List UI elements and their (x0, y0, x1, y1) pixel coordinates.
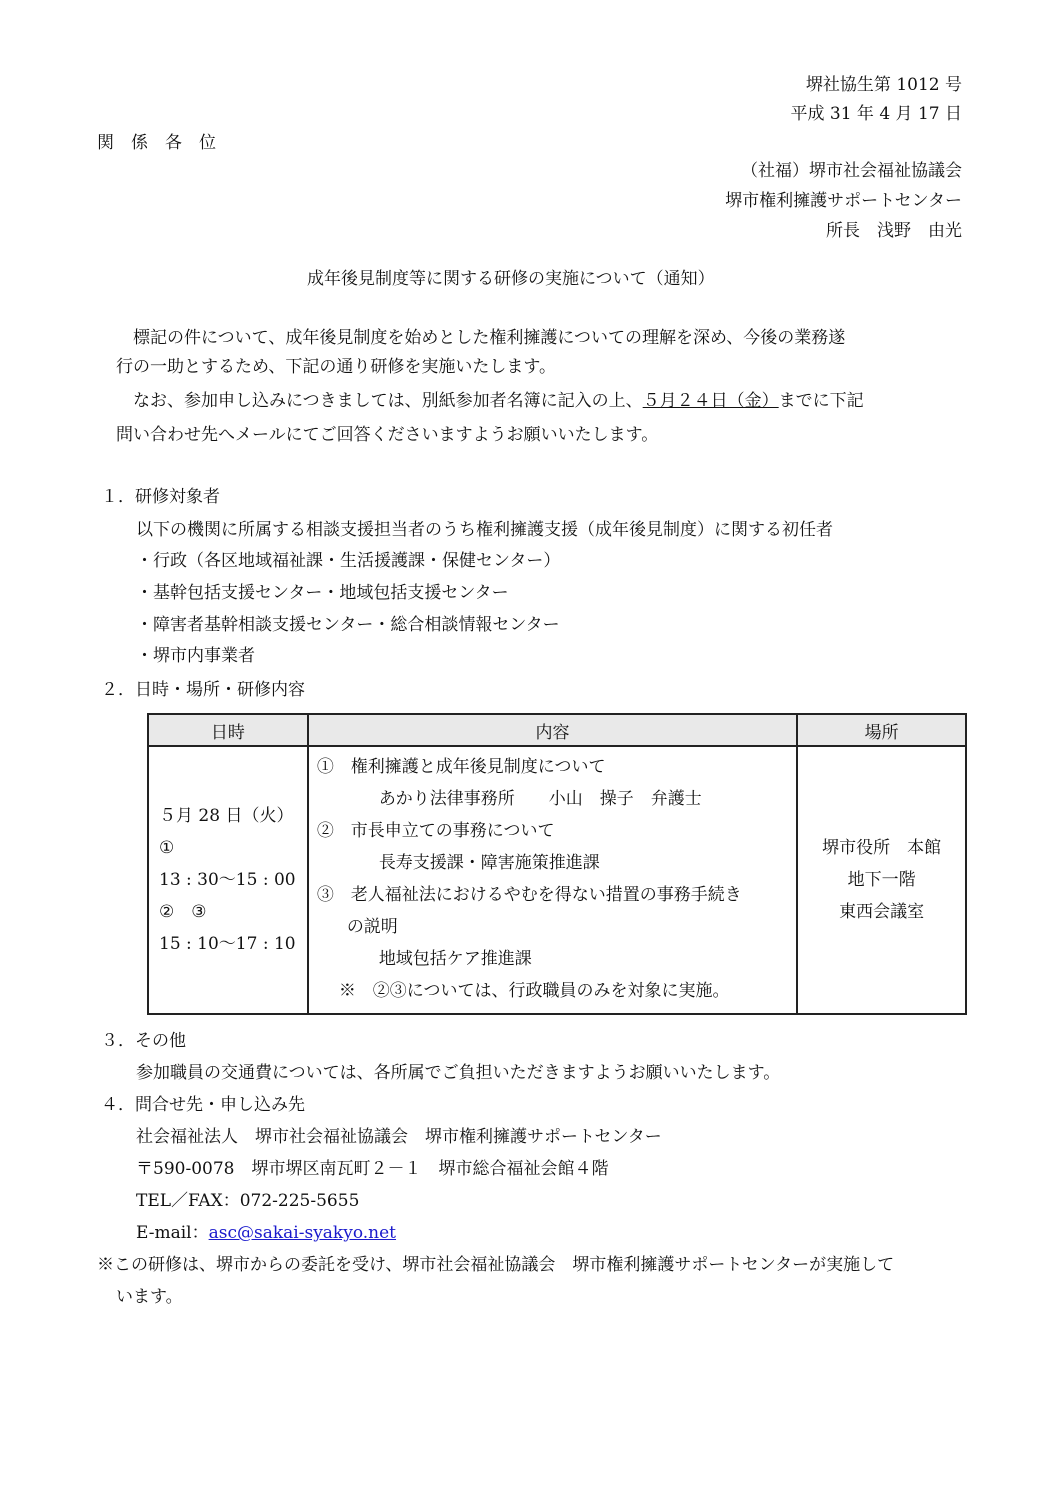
date-line: ① (159, 838, 175, 858)
place-line: 地下一階 (847, 870, 916, 890)
schedule-table (147, 713, 967, 1015)
content-line: ② 市長申立ての事務について (316, 821, 555, 841)
content-line: ③ 老人福祉法におけるやむを得ない措置の事務手続き (316, 885, 742, 905)
content-line: ① 権利擁護と成年後見制度について (316, 757, 606, 777)
document-number: 堺社協生第 1012 号 (805, 75, 962, 95)
email-label: E-mail： (136, 1223, 209, 1243)
content-cell (308, 746, 797, 1014)
content-line: あかり法律事務所 小山 操子 弁護士 (378, 789, 702, 809)
content-line: 長寿支援課・障害施策推進課 (378, 853, 600, 873)
section3-heading: ３．その他 (101, 1031, 186, 1051)
date-line: ② ③ (159, 902, 207, 922)
contact-org: 社会福祉法人 堺市社会福祉協議会 堺市権利擁護サポートセンター (136, 1127, 662, 1147)
contact-phone: TEL／FAX：072-225-5655 (136, 1191, 360, 1211)
place-line: 堺市役所 本館 (822, 838, 942, 858)
section1-intro: 以下の機関に所属する相談支援担当者のうち権利擁護支援（成年後見制度）に関する初任者 (136, 520, 833, 540)
header-place: 場所 (797, 714, 966, 746)
contact-address: 〒590-0078 堺市堺区南瓦町２－１ 堺市総合福祉会館４階 (136, 1159, 609, 1179)
body-p1-line2: 行の一助とするため、下記の通り研修を実施いたします。 (116, 357, 556, 377)
footer-note-line1: ※この研修は、堺市からの委託を受け、堺市社会福祉協議会 堺市権利擁護サポートセンターが実施して (97, 1255, 895, 1275)
body-p2-post: までに下記 (778, 391, 864, 411)
date-line: ５月 28 日（火） (159, 806, 294, 826)
date-line: 15 : 10～17 : 10 (159, 934, 296, 954)
target-item: ・基幹包括支援センター・地域包括支援センター (136, 583, 509, 603)
body-p2-line2: 問い合わせ先へメールにてご回答くださいますようお願いいたします。 (116, 425, 659, 445)
header-content: 内容 (308, 714, 797, 746)
place-cell (797, 746, 966, 1014)
table-header-row (148, 714, 966, 746)
section4-heading: ４．問合せ先・申し込み先 (101, 1095, 305, 1115)
sender-center: 堺市権利擁護サポートセンター (725, 191, 962, 211)
footer-note-line2: います。 (116, 1287, 183, 1307)
sender-person: 所長 浅野 由光 (826, 221, 962, 241)
place-line: 東西会議室 (839, 902, 925, 922)
content-line: の説明 (346, 917, 398, 937)
content-note: ※ ②③については、行政職員のみを対象に実施。 (338, 981, 730, 1001)
section2-heading: ２．日時・場所・研修内容 (101, 680, 305, 700)
content-line: 地域包括ケア推進課 (378, 949, 532, 969)
issue-date: 平成 31 年 4 月 17 日 (790, 104, 962, 124)
section3-text: 参加職員の交通費については、各所属でご負担いただきますようお願いいたします。 (136, 1063, 781, 1083)
date-cell (148, 746, 308, 1014)
target-item: ・障害者基幹相談支援センター・総合相談情報センター (136, 615, 560, 635)
target-item: ・行政（各区地域福祉課・生活援護課・保健センター） (136, 551, 561, 571)
date-line: 13 : 30～15 : 00 (159, 870, 296, 890)
email-link[interactable]: asc@sakai-syakyo.net (208, 1223, 397, 1243)
body-p2-pre: なお、参加申し込みにつきましては、別紙参加者名簿に記入の上、 (133, 391, 643, 411)
recipient: 関 係 各 位 (97, 133, 216, 153)
document-title: 成年後見制度等に関する研修の実施について（通知） (307, 269, 715, 289)
table-row (148, 746, 966, 1014)
body-p1-line1: 標記の件について、成年後見制度を始めとした権利擁護についての理解を深め、今後の業務遂 (133, 328, 846, 348)
deadline-date: ５月２４日（金） (642, 391, 779, 411)
section1-heading: １．研修対象者 (101, 487, 220, 507)
target-item: ・堺市内事業者 (136, 646, 255, 666)
header-date: 日時 (148, 714, 308, 746)
body-p2-line1 (133, 386, 864, 411)
contact-email-row (136, 1218, 396, 1243)
sender-organization: （社福）堺市社会福祉協議会 (741, 161, 962, 181)
